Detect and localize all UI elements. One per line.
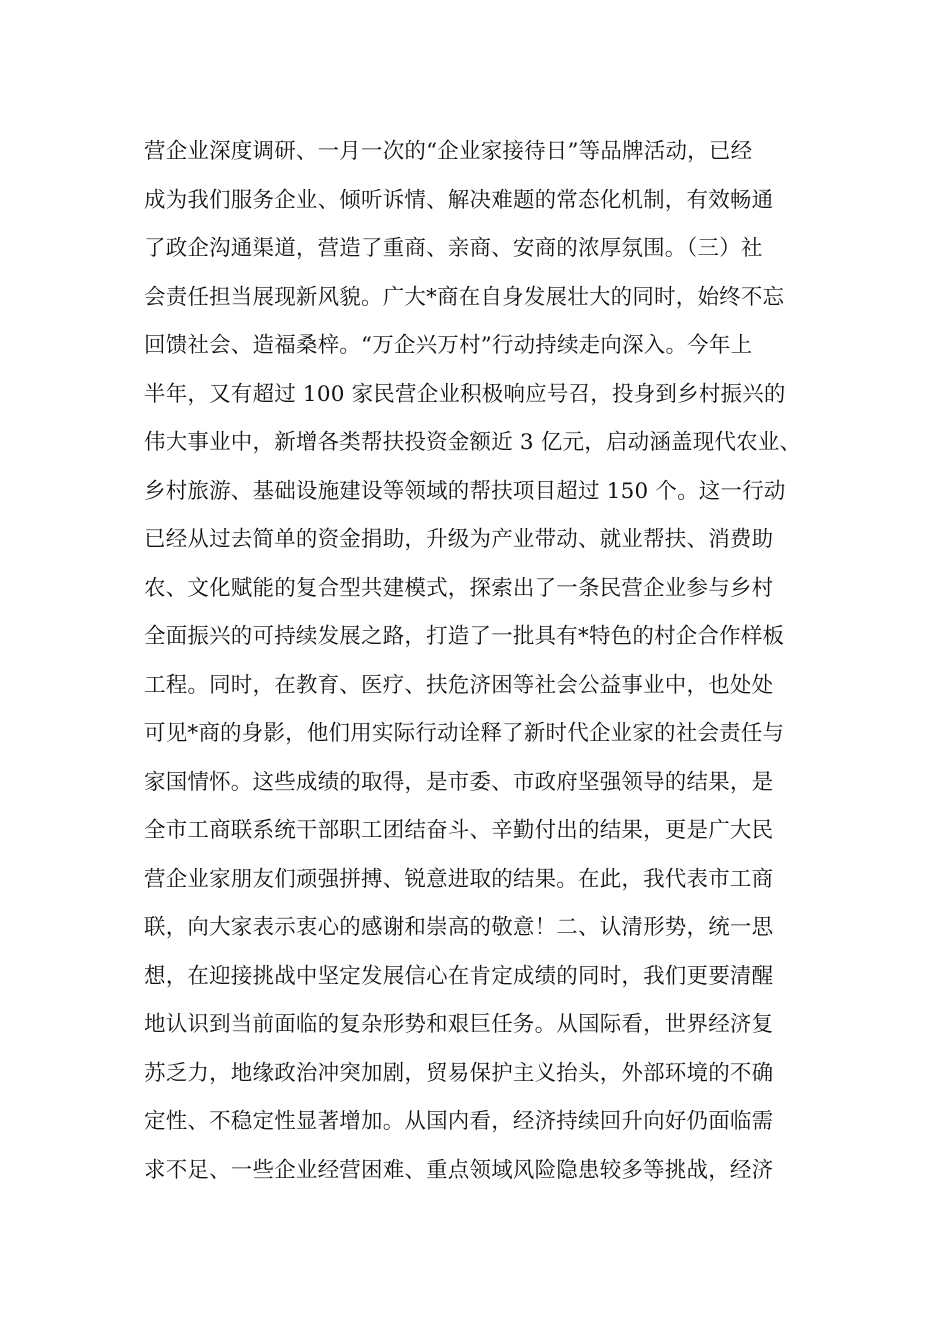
- text-line: 回馈社会、造福桑梓。“万企兴万村”行动持续走向深入。今年上: [144, 333, 753, 358]
- text-line: 全面振兴的可持续发展之路，打造了一批具有*特色的村企合作样板: [144, 624, 785, 649]
- text-line: 可见*商的身影，他们用实际行动诠释了新时代企业家的社会责任与: [144, 721, 785, 746]
- body-text: [144, 128, 834, 1195]
- text-line: 营企业家朋友们顽强拼搏、锐意进取的结果。在此，我代表市工商: [144, 866, 774, 892]
- text-line: 乡村旅游、基础设施建设等领域的帮扶项目超过 150 个。这一行动: [144, 478, 786, 504]
- text-line: 地认识到当前面临的复杂形势和艰巨任务。从国际看，世界经济复: [144, 1012, 774, 1037]
- text-line: 农、文化赋能的复合型共建模式，探索出了一条民营企业参与乡村: [144, 575, 774, 601]
- text-line: 会责任担当展现新风貌。广大*商在自身发展壮大的同时，始终不忘: [144, 284, 785, 310]
- text-line: 家国情怀。这些成绩的取得，是市委、市政府坚强领导的结果，是: [144, 769, 774, 795]
- text-line: 伟大事业中，新增各类帮扶投资金额近 3 亿元，启动涵盖现代农业、: [144, 430, 802, 455]
- text-line: 全市工商联系统干部职工团结奋斗、辛勤付出的结果，更是广大民: [144, 818, 774, 843]
- text-line: 苏乏力，地缘政治冲突加剧，贸易保护主义抬头，外部环境的不确: [144, 1060, 774, 1086]
- text-line: 定性、不稳定性显著增加。从国内看，经济持续回升向好仍面临需: [144, 1109, 774, 1134]
- text-line: 成为我们服务企业、倾听诉情、解决难题的常态化机制，有效畅通: [144, 187, 774, 213]
- text-line: 联，向大家表示衷心的感谢和崇高的敬意！二、认清形势，统一思: [144, 915, 774, 940]
- text-line: 想，在迎接挑战中坚定发展信心在肯定成绩的同时，我们更要清醒: [144, 963, 774, 989]
- text-line: 求不足、一些企业经营困难、重点领域风险隐患较多等挑战，经济: [144, 1157, 774, 1183]
- text-line: 了政企沟通渠道，营造了重商、亲商、安商的浓厚氛围。（三）社: [144, 236, 763, 261]
- text-line: 工程。同时，在教育、医疗、扶危济困等社会公益事业中，也处处: [144, 672, 774, 698]
- text-line: 已经从过去简单的资金捐助，升级为产业带动、就业帮扶、消费助: [144, 527, 774, 552]
- text-line: 营企业深度调研、一月一次的“企业家接待日”等品牌活动，已经: [144, 139, 753, 164]
- text-line: 半年，又有超过 100 家民营企业积极响应号召，投身到乡村振兴的: [144, 381, 786, 407]
